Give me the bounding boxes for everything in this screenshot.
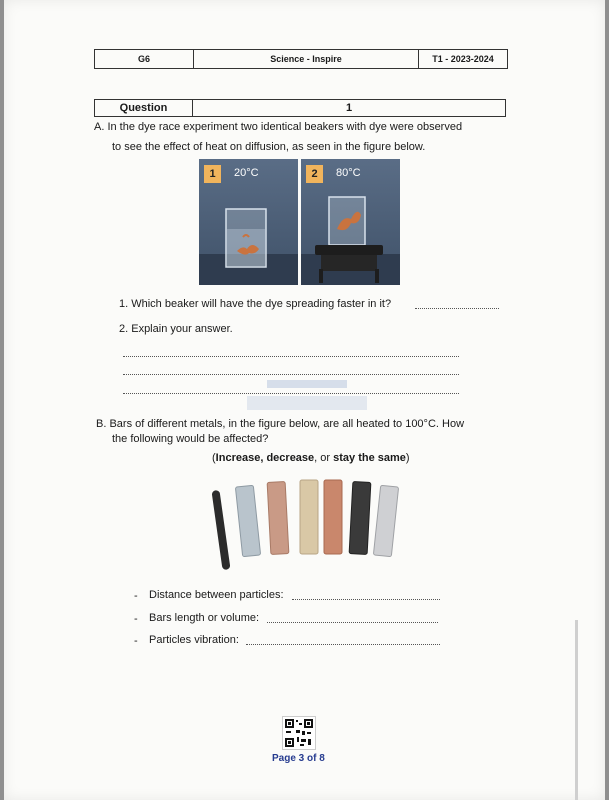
bullet-2: - [134, 613, 138, 625]
choices-open: ( [212, 452, 216, 464]
metal-bars-figure [209, 478, 415, 570]
question-number: 1 [345, 102, 353, 114]
beaker-1-temperature: 20°C [234, 167, 259, 179]
item-vibration: Particles vibration: [149, 634, 239, 646]
worksheet-page [4, 0, 605, 800]
choices-sep2: , or [314, 452, 334, 464]
header-table [94, 49, 508, 69]
answer-line-length[interactable] [267, 622, 438, 623]
bullet-1: - [134, 590, 138, 602]
choice-increase: Increase [215, 452, 261, 464]
bullet-3: - [134, 635, 138, 647]
page-edge-shadow [575, 620, 578, 800]
beaker-photo-2 [301, 159, 400, 285]
question-label: Question [95, 100, 193, 116]
part-b-line2: the following would be affected? [112, 433, 269, 445]
question-a2: 2. Explain your answer. [119, 323, 233, 335]
watermark-logo [237, 378, 377, 418]
beaker-2-number: 2 [306, 165, 323, 183]
choice-decrease: decrease [266, 452, 315, 464]
choices-close: ) [405, 452, 410, 464]
header-grade: G6 [95, 50, 194, 68]
answer-line-vibration[interactable] [246, 644, 440, 645]
item-distance: Distance between particles: [149, 589, 284, 601]
header-subject: Science - Inspire [194, 50, 419, 68]
question-header [94, 99, 506, 117]
question-a1: 1. Which beaker will have the dye spreading faster in it? [119, 298, 392, 310]
part-a-line2: to see the effect of heat on diffusion, as seen in the figure below. [112, 141, 426, 153]
choice-stay: stay the same [333, 452, 406, 464]
item-length: Bars length or volume: [149, 612, 260, 624]
beaker-1-number: 1 [204, 165, 221, 183]
answer-line-distance[interactable] [292, 599, 440, 600]
answer-line-a1[interactable] [415, 308, 499, 309]
beaker-2-temperature: 80°C [336, 167, 361, 179]
answer-line-a2-1[interactable] [123, 356, 459, 357]
page-number: Page 3 of 8 [272, 753, 325, 764]
part-b-choices [212, 451, 410, 465]
part-b-line1: B. Bars of different metals, in the figure below, are all heated to 100°C. How [96, 418, 465, 430]
beaker-photo-1 [199, 159, 298, 285]
choices-sep1: , [260, 452, 267, 464]
answer-line-a2-2[interactable] [123, 374, 459, 375]
header-term: T1 - 2023-2024 [432, 54, 494, 64]
part-a-line1: A. In the dye race experiment two identical beakers with dye were observed [94, 121, 463, 133]
qr-code [282, 716, 316, 750]
